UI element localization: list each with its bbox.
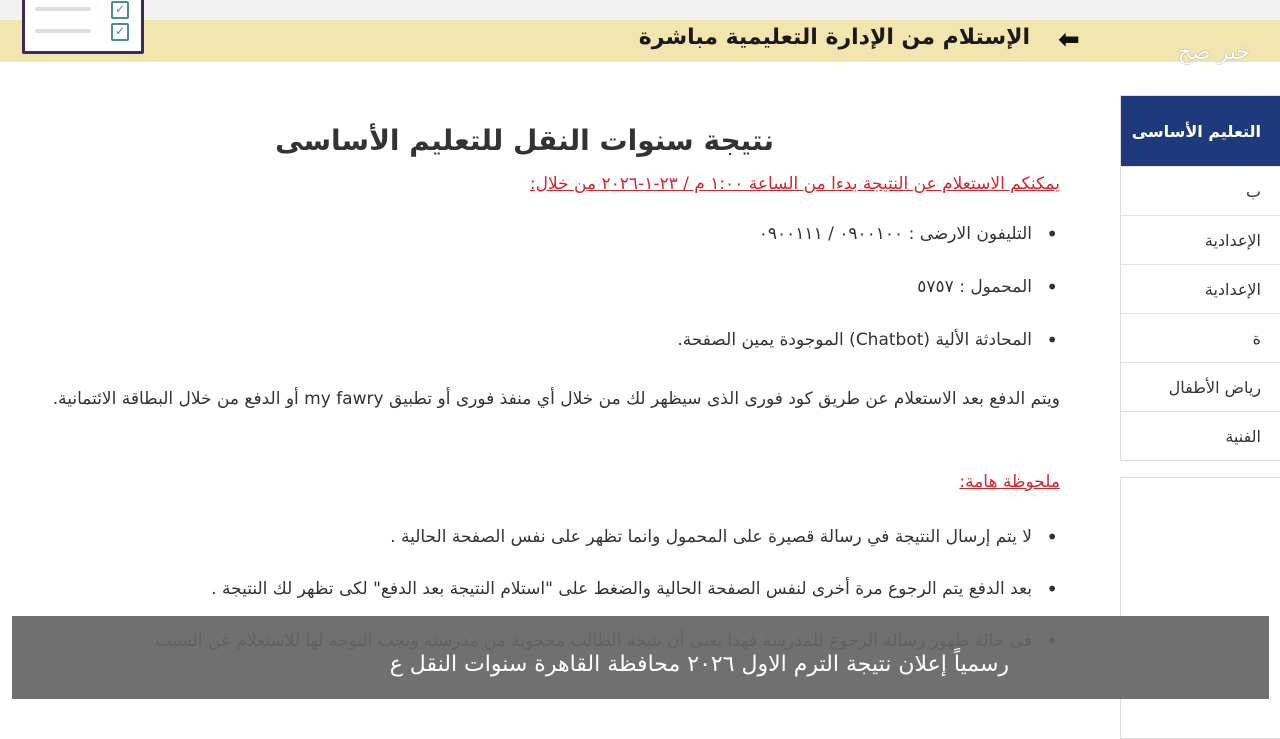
top-strip [0, 0, 1280, 20]
checkbox-checked-icon: ✓ [111, 1, 129, 19]
sidebar-item[interactable]: الفنية [1121, 411, 1280, 460]
site-watermark: خبر صح [1177, 40, 1250, 65]
video-caption-overlay [12, 616, 1269, 699]
sidebar-item[interactable]: الإعدادية [1121, 215, 1280, 264]
note-item: • لا يتم إرسال النتيجة في رسالة قصيرة على المحمول وانما تظهر على نفس الصفحة الحالية . [40, 522, 1060, 552]
checklist-icon [22, 0, 144, 54]
checkbox-checked-icon: ✓ [111, 23, 129, 41]
contact-mobile: • المحمول : ٥٧٥٧ [760, 277, 1060, 330]
banner-text: الإستلام من الإدارة التعليمية مباشرة [638, 25, 1030, 50]
caption-text: رسمياً إعلان نتيجة الترم الاول ٢٠٢٦ محافظة القاهرة سنوات النقل ع [389, 652, 1009, 677]
sidebar-item[interactable]: ب [1121, 166, 1280, 215]
payment-paragraph: ويتم الدفع بعد الاستعلام عن طريق كود فورى الذى سيظهر لك من خلال أي منفذ فورى أو تطبيق my fawry أو الدفع من خلال البطاقة الائتمانية. [52, 389, 1060, 409]
checklist-line [35, 7, 91, 11]
sidebar-item[interactable]: الإعدادية [1121, 264, 1280, 313]
arrow-left-icon: ⬅ [1058, 25, 1080, 55]
note-item: • بعد الدفع يتم الرجوع مرة أخرى لنفس الصفحة الحالية والضغط على "استلام النتيجة بعد الدفع" لكى تظهر لك النتيجة . [40, 574, 1060, 604]
sidebar-item[interactable]: ة [1121, 313, 1280, 362]
checklist-line [35, 29, 91, 33]
contact-list [677, 224, 1060, 383]
inquiry-intro: يمكنكم الاستعلام عن النتيجة بدءا من الساعة ١:٠٠ م / ٢٣-١-٢٠٢٦ من خلال: [529, 174, 1060, 194]
header-banner [0, 20, 1280, 65]
sidebar-header[interactable]: التعليم الأساسى [1121, 96, 1280, 166]
sidebar-menu [1120, 95, 1280, 461]
sidebar-chatbot-panel [1120, 477, 1280, 739]
sidebar-item[interactable]: رياض الأطفال [1121, 362, 1280, 411]
contact-landline: • التليفون الارضى : ٠٩٠٠١٠٠ / ٠٩٠٠١١١ [760, 224, 1060, 277]
contact-chatbot: • المحادثة الألية (Chatbot) الموجودة يمين الصفحة. [760, 330, 1060, 383]
note-heading: ملحوظة هامة: [959, 472, 1060, 492]
page-title: نتيجة سنوات النقل للتعليم الأساسى [275, 124, 774, 157]
